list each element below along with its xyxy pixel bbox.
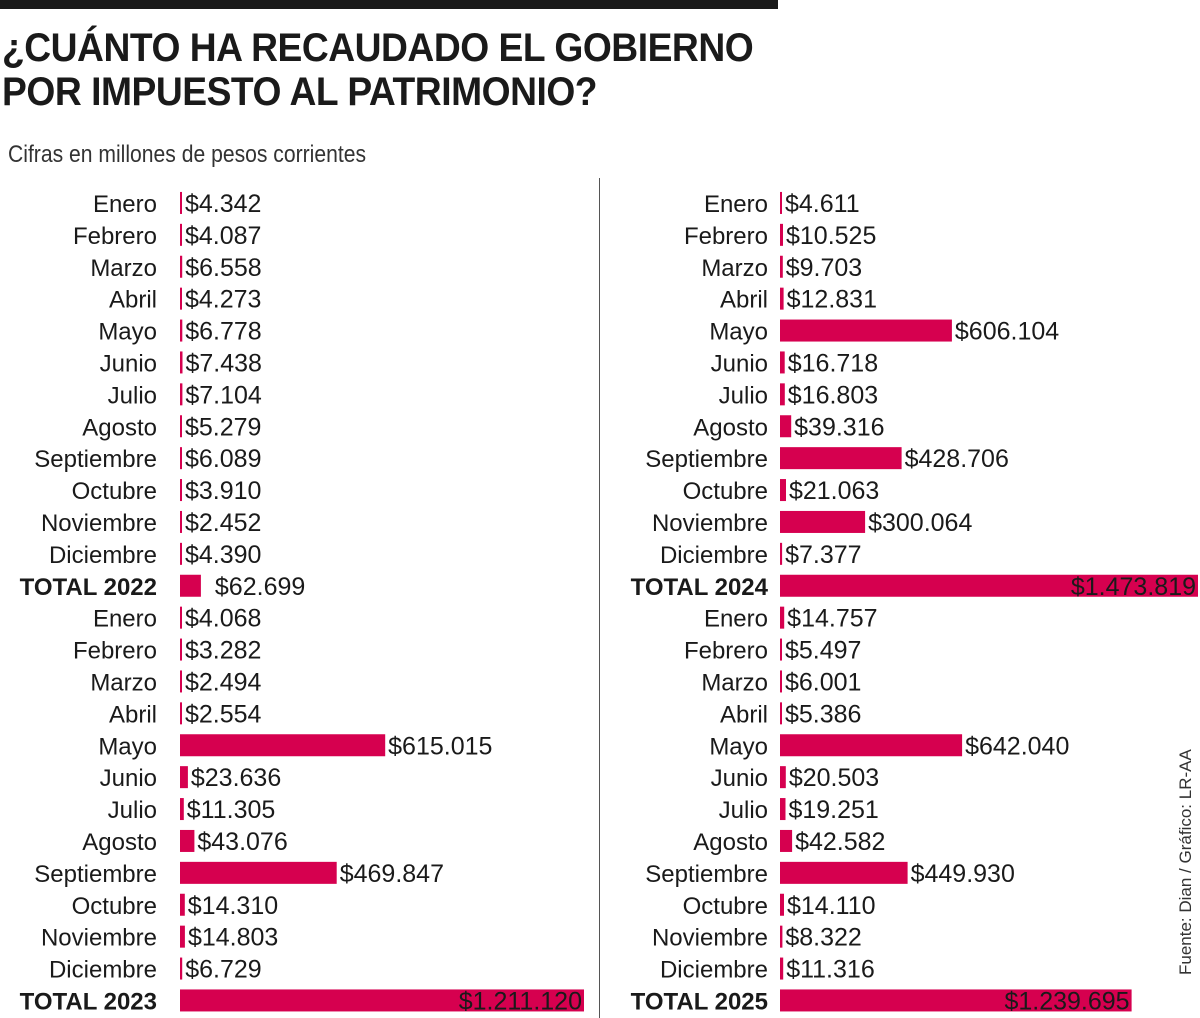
value-label-right-21: $449.930 (910, 859, 1015, 888)
value-label-right-0: $4.611 (785, 189, 860, 218)
category-label-right-0: Enero (703, 190, 768, 218)
value-label-right-8: $428.706 (904, 445, 1009, 474)
category-label-right-7: Agosto (693, 414, 768, 442)
value-label-left-13: $4.068 (185, 604, 262, 633)
category-label-right-5: Junio (710, 350, 768, 378)
category-label-right-4: Mayo (709, 318, 768, 346)
bar-right-18 (780, 766, 786, 788)
bar-right-4 (780, 320, 952, 342)
value-label-right-4: $606.104 (954, 317, 1060, 346)
value-label-right-14: $5.497 (785, 636, 862, 665)
category-label-left-24: Diciembre (48, 956, 157, 984)
category-label-right-17: Mayo (709, 733, 768, 761)
category-label-left-25: TOTAL 2023 (19, 988, 157, 1016)
value-label-right-16: $5.386 (785, 700, 862, 729)
category-label-right-23: Noviembre (651, 924, 768, 952)
category-label-left-23: Noviembre (40, 924, 157, 952)
category-label-left-0: Enero (92, 190, 157, 218)
category-label-right-6: Julio (718, 382, 768, 410)
value-label-right-5: $16.718 (787, 349, 879, 378)
bar-right-16 (780, 702, 782, 724)
bar-right-22 (780, 894, 784, 916)
category-label-left-19: Julio (107, 797, 157, 825)
category-label-right-9: Octubre (682, 478, 768, 506)
value-label-right-18: $20.503 (788, 764, 880, 793)
value-label-left-21: $469.847 (339, 859, 445, 888)
category-label-right-14: Febrero (683, 637, 768, 665)
value-label-right-12: $1.473.819 (1070, 572, 1196, 601)
value-label-right-7: $39.316 (794, 413, 885, 442)
value-label-right-23: $8.322 (785, 923, 862, 952)
category-label-right-16: Abril (719, 701, 768, 729)
value-label-left-19: $11.305 (186, 796, 276, 825)
value-label-right-24: $11.316 (786, 955, 875, 984)
value-label-left-1: $4.087 (185, 221, 262, 250)
category-label-right-21: Septiembre (645, 860, 768, 888)
value-label-left-18: $23.636 (190, 764, 282, 793)
value-label-left-25: $1.211.120 (458, 987, 582, 1016)
value-label-right-2: $9.703 (785, 253, 863, 282)
value-label-left-11: $4.390 (185, 540, 262, 569)
value-label-left-10: $2.452 (185, 508, 262, 537)
bar-right-6 (780, 383, 785, 405)
value-label-left-22: $14.310 (187, 891, 279, 920)
category-label-right-2: Marzo (701, 254, 768, 282)
value-label-right-15: $6.001 (785, 668, 862, 697)
bar-right-9 (780, 479, 786, 501)
value-label-right-20: $42.582 (795, 827, 886, 856)
category-label-right-19: Julio (718, 797, 768, 825)
bar-right-0 (780, 192, 782, 214)
bar-right-3 (780, 288, 784, 310)
category-label-left-14: Febrero (72, 637, 157, 665)
category-label-left-5: Junio (99, 350, 157, 378)
value-label-left-15: $2.494 (185, 668, 262, 697)
category-label-left-17: Mayo (98, 733, 157, 761)
value-label-right-1: $10.525 (785, 221, 877, 250)
value-label-left-14: $3.282 (185, 636, 262, 665)
category-label-left-13: Enero (92, 605, 157, 633)
category-label-right-18: Junio (710, 765, 768, 793)
category-label-right-22: Octubre (682, 892, 768, 920)
category-label-left-4: Mayo (98, 318, 157, 346)
category-label-left-21: Septiembre (34, 860, 157, 888)
category-label-right-13: Enero (703, 605, 768, 633)
value-label-left-0: $4.342 (185, 189, 262, 218)
category-label-left-3: Abril (108, 286, 157, 314)
category-label-right-20: Agosto (693, 828, 768, 856)
bar-right-7 (780, 415, 791, 437)
chart-title-line1: ¿CUÁNTO HA RECAUDADO EL GOBIERNO (2, 26, 754, 70)
bar-right-14 (780, 639, 782, 661)
value-label-left-4: $6.778 (185, 317, 262, 346)
category-label-left-16: Abril (108, 701, 157, 729)
value-label-right-17: $642.040 (965, 732, 1070, 761)
bar-right-2 (780, 256, 783, 278)
bar-right-11 (780, 543, 782, 565)
value-label-left-3: $4.273 (185, 285, 262, 314)
bar-right-5 (780, 351, 785, 373)
value-label-right-3: $12.831 (786, 285, 878, 314)
category-label-right-25: TOTAL 2025 (630, 988, 768, 1016)
bar-right-8 (780, 447, 902, 469)
value-label-left-5: $7.438 (185, 349, 262, 378)
category-label-right-1: Febrero (683, 222, 768, 250)
category-label-right-10: Noviembre (651, 509, 768, 537)
bar-right-17 (780, 734, 962, 756)
value-label-right-19: $19.251 (788, 796, 879, 825)
value-label-left-7: $5.279 (185, 413, 262, 442)
category-label-left-20: Agosto (82, 828, 157, 856)
category-label-right-24: Diciembre (659, 956, 768, 984)
bar-right-23 (780, 926, 782, 948)
value-label-left-2: $6.558 (185, 253, 262, 282)
chart-subtitle: Cifras en millones de pesos corrientes (8, 141, 367, 168)
value-label-left-16: $2.554 (185, 700, 262, 729)
value-label-left-8: $6.089 (185, 445, 262, 474)
bar-right-15 (780, 670, 782, 692)
category-label-left-10: Noviembre (40, 509, 157, 537)
value-label-right-11: $7.377 (785, 540, 862, 569)
value-label-left-6: $7.104 (185, 381, 262, 410)
value-label-right-10: $300.064 (868, 508, 973, 537)
bar-right-19 (780, 798, 786, 820)
value-label-right-6: $16.803 (787, 381, 879, 410)
category-label-left-11: Diciembre (48, 541, 157, 569)
category-label-right-11: Diciembre (659, 541, 768, 569)
value-label-left-17: $615.015 (388, 732, 493, 761)
category-label-left-18: Junio (99, 765, 157, 793)
category-label-left-22: Octubre (71, 892, 157, 920)
category-label-left-2: Marzo (90, 254, 157, 282)
value-label-left-24: $6.729 (185, 955, 262, 984)
category-label-left-1: Febrero (72, 222, 157, 250)
category-label-left-7: Agosto (82, 414, 157, 442)
category-label-left-8: Septiembre (34, 446, 157, 474)
bar-right-21 (780, 862, 908, 884)
category-label-right-8: Septiembre (645, 446, 768, 474)
bar-right-13 (780, 607, 784, 629)
category-label-left-9: Octubre (71, 478, 157, 506)
category-label-right-3: Abril (719, 286, 768, 314)
bar-right-20 (780, 830, 792, 852)
value-label-left-23: $14.803 (187, 923, 279, 952)
bar-right-10 (780, 511, 865, 533)
chart-title-line2: POR IMPUESTO AL PATRIMONIO? (2, 70, 598, 114)
category-label-right-15: Marzo (701, 669, 768, 697)
value-label-right-25: $1.239.695 (1004, 987, 1130, 1016)
category-label-left-12: TOTAL 2022 (19, 573, 157, 601)
bar-right-1 (780, 224, 783, 246)
category-label-left-15: Marzo (90, 669, 157, 697)
value-label-right-22: $14.110 (787, 891, 876, 920)
category-label-left-6: Julio (107, 382, 157, 410)
value-label-right-9: $21.063 (788, 477, 880, 506)
value-label-right-13: $14.757 (787, 604, 878, 633)
source-credit: Fuente: Dian / Gráfico: LR-AA (1176, 749, 1195, 975)
value-label-left-12: $62.699 (214, 572, 306, 601)
value-label-left-20: $43.076 (197, 827, 288, 856)
value-label-left-9: $3.910 (185, 477, 262, 506)
category-label-right-12: TOTAL 2024 (630, 573, 768, 601)
bar-right-24 (780, 958, 783, 980)
